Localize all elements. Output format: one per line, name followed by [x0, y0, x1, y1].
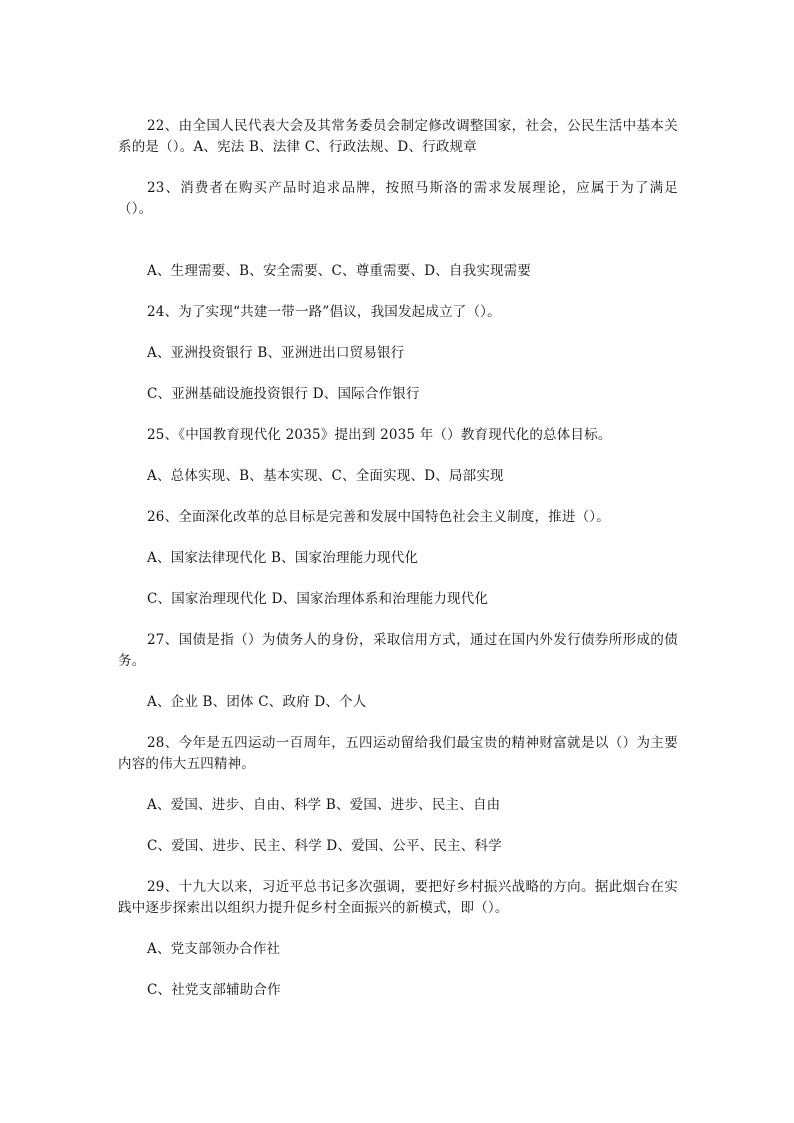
question-29: 29、十九大以来，习近平总书记多次强调，要把好乡村振兴战略的方向。据此烟台在实践中逐步探索出以组织力提升促乡村全面振兴的新模式，即（）。 — [118, 879, 678, 916]
question-22: 22、由全国人民代表大会及其常务委员会制定修改调整国家，社会，公民生活中基本关系的是（）。A、宪法 B、法律 C、行政法规、D、行政规章 — [118, 118, 678, 155]
document-body — [118, 116, 678, 1021]
question-29-option-a: A、党支部领办合作社 — [147, 941, 281, 957]
question-28: 28、今年是五四运动一百周年，五四运动留给我们最宝贵的精神财富就是以（）为主要内容的伟大五四精神。 — [118, 735, 678, 772]
question-29-option-c: C、社党支部辅助合作 — [147, 982, 281, 998]
question-25-options: A、总体实现、B、基本实现、C、全面实现、D、局部实现 — [147, 468, 504, 484]
question-23-options: A、生理需要、B、安全需要、C、尊重需要、D、自我实现需要 — [147, 263, 532, 279]
question-24-options-cd: C、亚洲基础设施投资银行 D、国际合作银行 — [147, 386, 420, 402]
question-26-options-cd: C、国家治理现代化 D、国家治理体系和治理能力现代化 — [147, 591, 489, 607]
question-24: 24、为了实现“共建一带一路”倡议，我国发起成立了（）。 — [147, 304, 501, 320]
question-27: 27、国债是指（）为债务人的身份，采取信用方式，通过在国内外发行债券所形成的债务。 — [118, 632, 678, 669]
question-24-options-ab: A、亚洲投资银行 B、亚洲进出口贸易银行 — [147, 345, 405, 361]
question-28-options-cd: C、爱国、进步、民主、科学 D、爱国、公平、民主、科学 — [147, 838, 502, 854]
question-23: 23、消费者在购买产品时追求品牌，按照马斯洛的需求发展理论，应属于为了满足（）。 — [118, 180, 678, 217]
question-25: 25、《中国教育现代化 2035》提出到 2035 年（）教育现代化的总体目标。 — [147, 427, 612, 443]
question-28-options-ab: A、爱国、进步、自由、科学 B、爱国、进步、民主、自由 — [147, 797, 501, 813]
question-27-options: A、企业 B、团体 C、政府 D、个人 — [147, 694, 367, 710]
question-26-options-ab: A、国家法律现代化 B、国家治理能力现代化 — [147, 550, 419, 566]
question-26: 26、全面深化改革的总目标是完善和发展中国特色社会主义制度，推进（）。 — [147, 509, 610, 525]
